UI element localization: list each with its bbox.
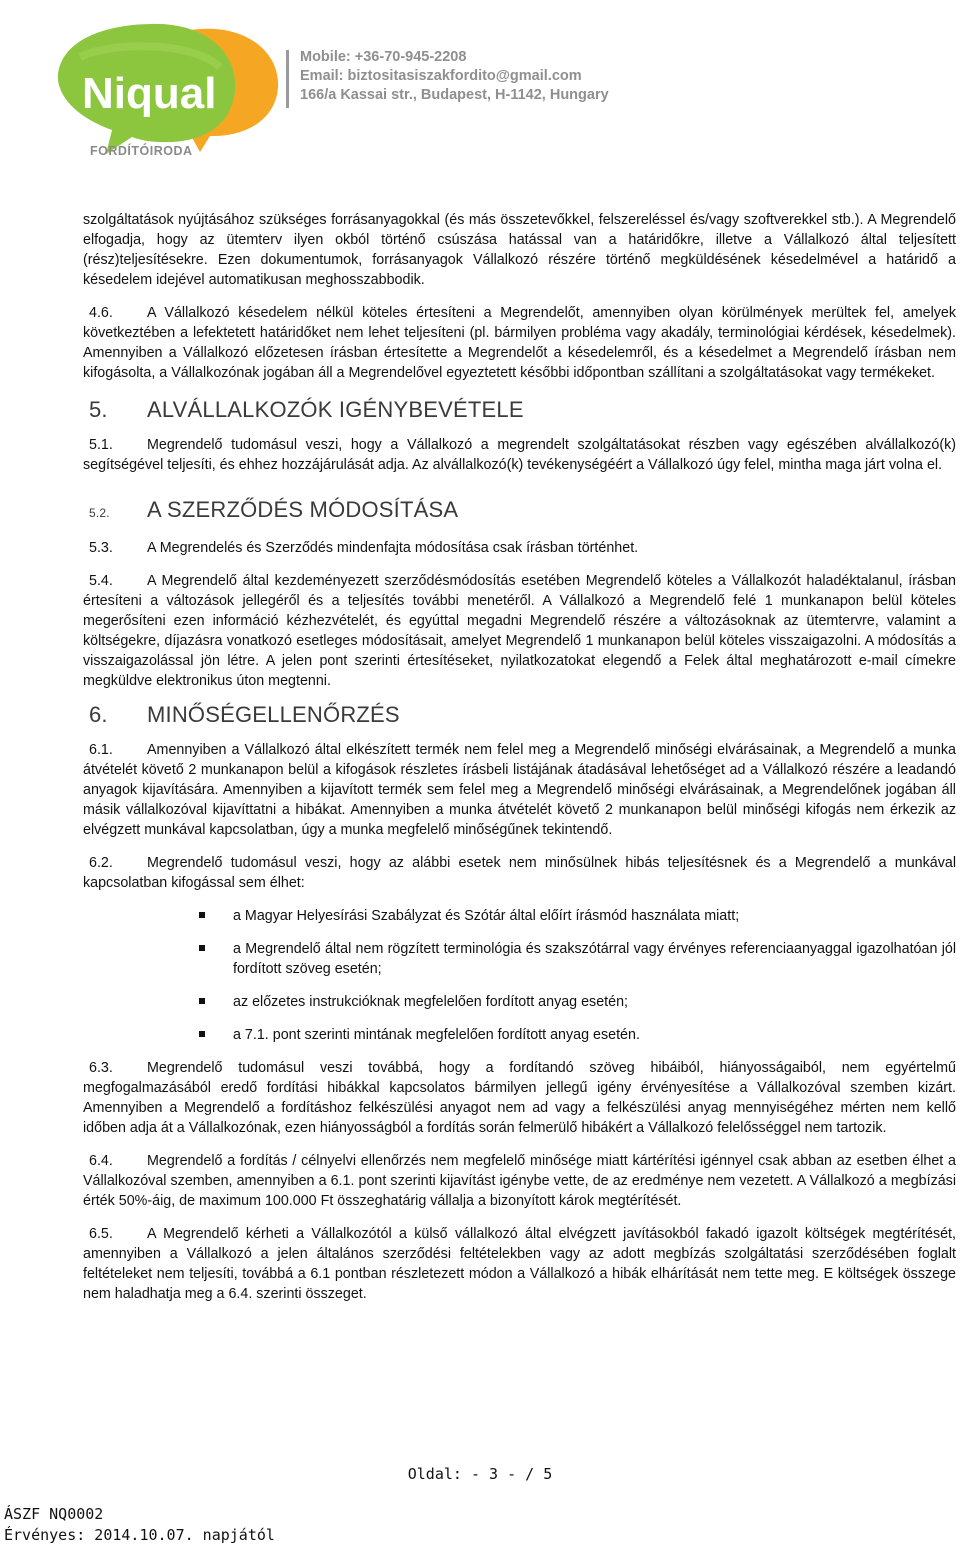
section-number: 5. <box>89 397 108 422</box>
validity-date: Érvényes: 2014.10.07. napjától <box>4 1526 275 1544</box>
square-bullet-icon <box>199 1031 205 1037</box>
clause-number: 6.5. <box>89 1226 113 1242</box>
paragraph-4-6 <box>83 303 956 383</box>
paragraph-5-4 <box>83 571 956 691</box>
logo-brand-text: Niqual <box>82 69 217 118</box>
contact-mobile: Mobile: +36-70-945-2208 <box>300 49 467 65</box>
section-title: MINŐSÉGELLENŐRZÉS <box>147 702 400 727</box>
contact-address: 166/a Kassai str., Budapest, H-1142, Hungary <box>300 87 609 103</box>
section-heading-5 <box>83 396 956 424</box>
clause-text: A Megrendelő által kezdeményezett szerződésmódosítás esetében Megrendelő köteles a Vállalkozót haladéktalanul, írásban értesíteni a változások jellegéről és a teljesítés további menetéről. A Vállalkozó a Megrendelő felé 1 munkanapon belül köteles megerősíteni ezen információ kézhezvételét, és egyúttal megadni Megrendelő részére a változásoknak az ütemtervre, valamint a költségekre, díjazásra vonatkozó esetleges módosításait, amelyet Megrendelő 1 munkanapon belül köteles visszaigazolni. A módosítás a visszaigazolással jön létre. A jelen pont szerinti értesítéseket, nyilatkozatokat elegendő a Felek által meghatározott e-mail címekre megküldve elektronikus úton megtenni. <box>83 573 956 689</box>
document-body <box>83 210 956 1304</box>
list-item: a 7.1. pont szerinti mintának megfelelően fordított anyag esetén. <box>83 1025 956 1045</box>
document-id: ÁSZF NQ0002 <box>4 1505 104 1523</box>
list-item: a Megrendelő által nem rögzített terminológia és szakszótárral vagy érvényes referenciaanyaggal igazolhatóan jól fordított szöveg esetén; <box>83 939 956 979</box>
clause-number: 6.3. <box>89 1060 113 1076</box>
section-number: 6. <box>89 702 108 727</box>
logo-subtitle-text: FORDÍTÓIRODA <box>90 144 193 158</box>
speech-bubble-logo-icon <box>40 12 300 167</box>
clause-text: Megrendelő a fordítás / célnyelvi ellenőrzés nem megfelelő minősége miatt kártérítési igénnyel csak abban az esetben élhet a Vállalkozóval szemben, amennyiben a 6.1. pont szerinti kijavítást igénybe vette, de az eredménye nem vezetett. A Vállalkozó a megbízási érték 50%-áig, de maximum 100.000 Ft összeghatárig vállalja a bizonyított károk megtérítését. <box>83 1153 956 1209</box>
exception-list <box>83 906 956 1045</box>
square-bullet-icon <box>199 912 205 918</box>
clause-text: A Vállalkozó késedelem nélkül köteles értesíteni a Megrendelőt, amennyiben olyan körülmények merültek fel, amelyek következtében a lefektetett határidőket nem lehet teljesíteni (pl. bármilyen probléma vagy akadály, terminológiai kérdések, késedelmek). Amennyiben a Vállalkozó előzetesen írásban értesítette a Megrendelőt a késedelemről, és a késedelmet a Megrendelő írásban nem kifogásolta, a Vállalkozónak jogában áll a Megrendelővel egyeztetett későbbi időpontban szállítani a szolgáltatásokat vagy termékeket. <box>83 305 956 381</box>
paragraph-6-4 <box>83 1151 956 1211</box>
paragraph-continuation: szolgáltatások nyújtásához szükséges forrásanyagokkal (és más összetevőkkel, felszereléssel és/vagy szoftverekkel stb.). A Megrendelő elfogadja, hogy az ütemterv ilyen okból történő csúszása hatással van a határidőkre, illetve a Vállalkozó által teljesített (rész)teljesítésekre. Ezen dokumentumok, forrásanyagok Vállalkozó részére történő megküldésének késedelmével a határidő a késedelem idejével automatikusan meghosszabbodik. <box>83 212 956 288</box>
clause-number: 6.1. <box>89 742 113 758</box>
clause-number: 6.4. <box>89 1153 113 1169</box>
section-number: 5.2. <box>89 506 110 520</box>
square-bullet-icon <box>199 998 205 1004</box>
section-title: ALVÁLLALKOZÓK IGÉNYBEVÉTELE <box>147 397 524 422</box>
paragraph-6-3 <box>83 1058 956 1138</box>
section-heading-5-2 <box>83 496 956 527</box>
section-title: A SZERZŐDÉS MÓDOSÍTÁSA <box>147 497 459 522</box>
list-item: a Magyar Helyesírási Szabályzat és Szótár által előírt írásmód használata miatt; <box>83 906 956 926</box>
clause-number: 5.1. <box>89 437 113 453</box>
clause-number: 5.3. <box>89 540 113 556</box>
page-number: Oldal: - 3 - / 5 <box>407 1465 553 1483</box>
paragraph-6-5 <box>83 1224 956 1304</box>
section-heading-6 <box>83 701 956 729</box>
contact-divider <box>286 50 289 108</box>
clause-number: 4.6. <box>89 305 113 321</box>
clause-text: A Megrendelés és Szerződés mindenfajta módosítása csak írásban történhet. <box>147 540 639 556</box>
clause-text: Megrendelő tudomásul veszi, hogy az alábbi esetek nem minősülnek hibás teljesítésnek és a Megrendelő a munkával kapcsolatban kifogással sem élhet: <box>83 855 956 891</box>
clause-number: 5.4. <box>89 573 113 589</box>
contact-block <box>300 48 660 105</box>
footer-doc-info <box>4 1504 275 1546</box>
paragraph-6-1 <box>83 740 956 840</box>
paragraph-6-2 <box>83 853 956 893</box>
clause-text: Megrendelő tudomásul veszi, hogy a Vállalkozó a megrendelt szolgáltatásokat részben vagy egészében alvállalkozó(k) segítségével teljesíti, és ehhez hozzájárulását adja. Az alvállalkozó(k) tevékenységéért a Vállalkozó úgy felel, mintha maga járt volna el. <box>83 437 956 473</box>
square-bullet-icon <box>199 945 205 951</box>
paragraph-5-3 <box>83 538 956 558</box>
clause-text: Amennyiben a Vállalkozó által elkészített termék nem felel meg a Megrendelő minőségi elvárásainak, a Megrendelő a munka átvételét követő 2 munkanapon belül a kifogások részletes írásbeli listájának átadásával lehetőséget ad a Vállalkozó részére a leadandó anyagok kijavítására. Amennyiben a kijavított termék sem felel meg a Megrendelő minőségi elvárásainak, a Megrendelőnek jogában áll másik vállalkozóval kijavíttatni a hibákat. Amennyiben a munka átvételét követő 2 munkanapon belül minőségi kifogás nem érkezik az elvégzett munkával kapcsolatban, úgy a munka megfelelő minőségűnek tekintendő. <box>83 742 956 838</box>
page-header <box>0 0 960 170</box>
paragraph-5-1 <box>83 435 956 475</box>
clause-number: 6.2. <box>89 855 113 871</box>
list-item: az előzetes instrukcióknak megfelelően fordított anyag esetén; <box>83 992 956 1012</box>
clause-text: Megrendelő tudomásul veszi továbbá, hogy a fordítandó szöveg hibáiból, hiányosságaiból, nem egyértelmű megfogalmazásából eredő fordítási hibákkal kapcsolatos bármilyen jellegű igény érvényesítése a Vállalkozóval szemben kizárt. Amennyiben a Megrendelő a fordításhoz felkészülési anyagot nem ad vagy a felkészülési anyag mennyiségéhez mérten nem kellő időben adja át a Vállalkozónak, ezen hiányosságból a fordítás során felmerülő hibákért a Vállalkozó felelősséggel nem tartozik. <box>83 1060 956 1136</box>
contact-email: Email: biztositasiszakfordito@gmail.com <box>300 68 582 84</box>
niqual-logo <box>40 12 300 167</box>
clause-text: A Megrendelő kérheti a Vállalkozótól a külső vállalkozó által elvégzett javításokból fakadó igazolt költségek megtérítését, amennyiben a Vállalkozó a jelen általános szerződési feltételekben vagy az adott megbízás szolgáltatási szerződésében foglalt feltételeket nem teljesíti, továbbá a 6.1 pontban részletezett módon a Vállalkozó a hibák elhárítását nem tette meg. E költségek összege nem haladhatja meg a 6.4. szerinti összeget. <box>83 1226 956 1302</box>
